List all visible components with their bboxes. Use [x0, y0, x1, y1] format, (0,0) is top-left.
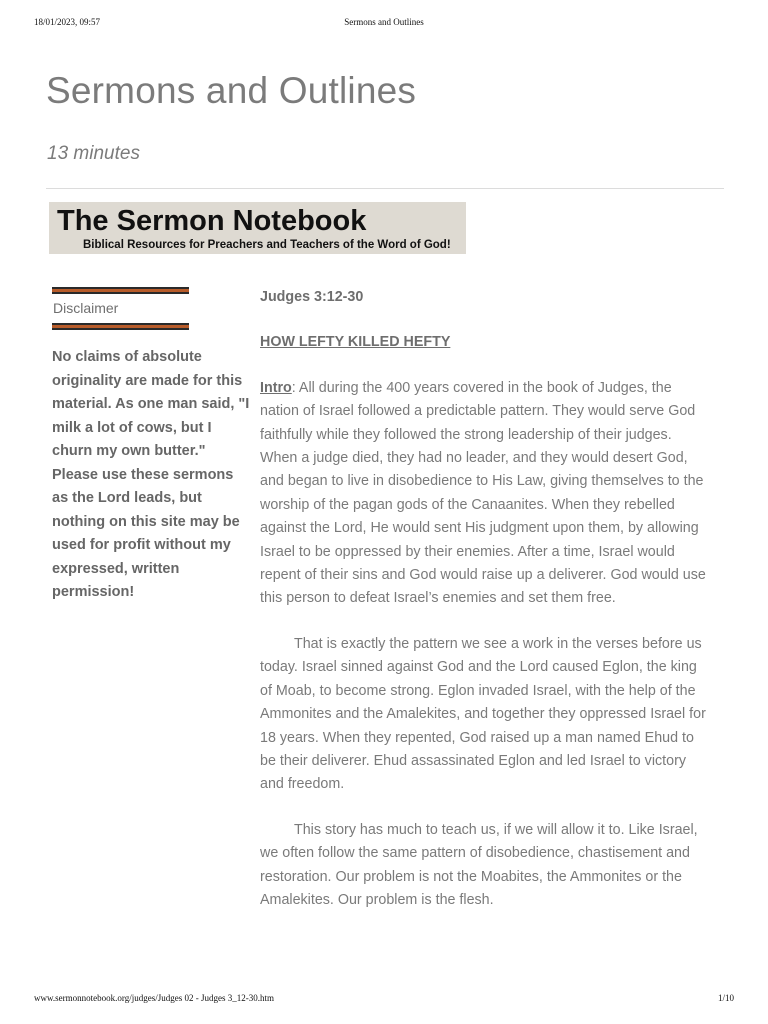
- intro-paragraph: [260, 377, 708, 611]
- intro-label: Intro: [260, 379, 292, 396]
- scripture-reference: Judges 3:12-30: [260, 289, 364, 305]
- disclaimer-box: [52, 287, 189, 330]
- sermon-title: HOW LEFTY KILLED HEFTY: [260, 334, 451, 351]
- print-datetime: 18/01/2023, 09:57: [34, 17, 101, 27]
- disclaimer-label: Disclaimer: [53, 300, 119, 316]
- stripe-top: [52, 287, 189, 294]
- site-banner: [49, 202, 466, 254]
- banner-subtitle: Biblical Resources for Preachers and Teachers of the Word of God!: [83, 239, 451, 251]
- read-time: 13 minutes: [47, 143, 140, 164]
- paragraph-3: This story has much to teach us, if we will allow it to. Like Israel, we often follow the same pattern of disobedience, chastisement and restoration. Our problem is not the Moabites, the Ammonites or the Amalekites. Our problem is the flesh.: [260, 821, 698, 908]
- divider: [46, 188, 724, 189]
- paragraph-2: That is exactly the pattern we see a work in the verses before us today. Israel sinned against God and the Lord caused Eglon, the king of Moab, to become strong. Eglon invaded Israel, with the help of the Ammonites and the Amalekites, and together they oppressed Israel for 18 years. When they repented, God raised up a man named Ehud to be their deliverer. Ehud assassinated Eglon and led Israel to victory and freedom.: [260, 635, 706, 793]
- page-number: 1/10: [717, 993, 734, 1003]
- intro-text: : All during the 400 years covered in the book of Judges, the nation of Israel followed a predictable pattern. They would serve God faithfully while they followed the strong leadership of their judges. When a judge died, they had no leader, and they would desert God, and began to live in disobedience to His Law, giving themselves to the worship of the pagan gods of the Canaanites. When they rebelled against the Lord, He would sent His judgment upon them, by allowing Israel to be oppressed by their enemies. After a time, Israel would repent of their sins and God would raise up a deliverer. God would use this person to defeat Israel’s enemies and set them free.: [260, 379, 706, 607]
- banner-title: The Sermon Notebook: [57, 205, 367, 237]
- sermon-content: [260, 286, 708, 934]
- print-url[interactable]: www.sermonnotebook.org/judges/Judges 02 - Judges 3_12-30.htm: [34, 993, 274, 1003]
- stripe-bottom: [52, 323, 189, 330]
- disclaimer-text: No claims of absolute originality are made for this material. As one man said, "I milk a lot of cows, but I churn my own butter." Please use these sermons as the Lord leads, but nothing on this site may be used for profit without my expressed, written permission!: [52, 349, 250, 600]
- page-title: Sermons and Outlines: [46, 70, 417, 111]
- print-title: Sermons and Outlines: [344, 17, 424, 27]
